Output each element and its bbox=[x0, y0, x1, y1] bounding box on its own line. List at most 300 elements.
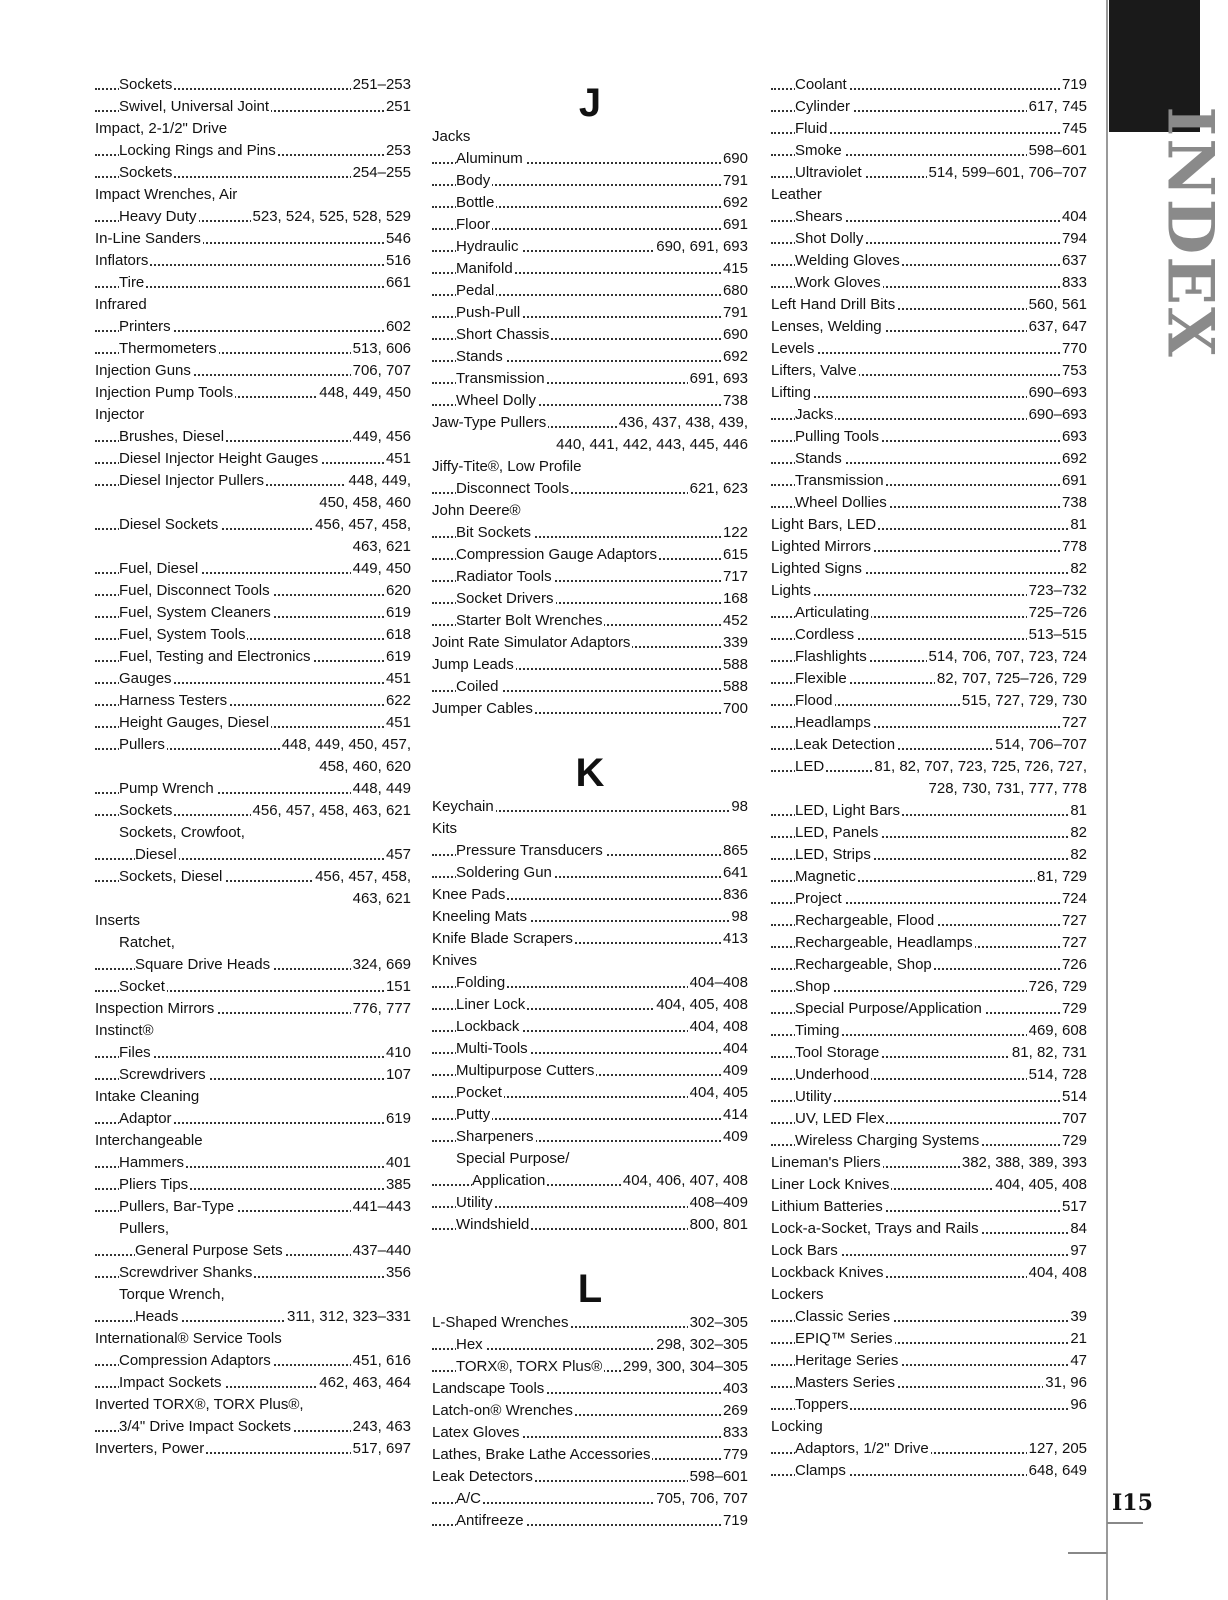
entry-pages: 588 bbox=[721, 676, 748, 698]
index-subentry bbox=[95, 932, 411, 954]
index-side-label: INDEX bbox=[1152, 106, 1228, 359]
entry-pages: 404 bbox=[1060, 206, 1087, 228]
entry-pages: 692 bbox=[721, 346, 748, 368]
entry-pages: 456, 457, 458, 463, 621 bbox=[251, 800, 411, 822]
index-subentry bbox=[95, 426, 411, 448]
index-subentry bbox=[771, 954, 1087, 976]
entry-pages: 794 bbox=[1060, 228, 1087, 250]
index-subentry bbox=[771, 426, 1087, 448]
entry-label: Latex Gloves bbox=[432, 1424, 520, 1441]
index-entry bbox=[95, 250, 411, 272]
index-subentry bbox=[771, 976, 1087, 998]
entry-label: Utility bbox=[795, 1088, 832, 1105]
index-subentry bbox=[771, 1064, 1087, 1086]
index-subentry bbox=[432, 676, 748, 698]
index-subentry bbox=[95, 1108, 411, 1130]
entry-label: Socket Drivers bbox=[456, 590, 554, 607]
entry-label: Inflators bbox=[95, 252, 149, 269]
entry-pages: 619 bbox=[384, 1108, 411, 1130]
entry-pages: 622 bbox=[384, 690, 411, 712]
index-subentry bbox=[432, 1060, 748, 1082]
entry-pages: 690 bbox=[721, 324, 748, 346]
index-subentry bbox=[771, 690, 1087, 712]
index-subentry bbox=[95, 140, 411, 162]
index-entry bbox=[771, 1240, 1087, 1262]
entry-pages: 588 bbox=[721, 654, 748, 676]
entry-pages: 98 bbox=[729, 796, 748, 818]
entry-pages: 409 bbox=[721, 1126, 748, 1148]
entry-pages: 251 bbox=[384, 96, 411, 118]
entry-pages: 401 bbox=[384, 1152, 411, 1174]
entry-label: General Purpose Sets bbox=[135, 1242, 283, 1259]
entry-label: Inverted TORX®, TORX Plus®, bbox=[95, 1396, 304, 1413]
entry-label: Pocket bbox=[456, 1084, 502, 1101]
entry-pages: 404–408 bbox=[688, 972, 748, 994]
index-subentry bbox=[771, 1306, 1087, 1328]
entry-label: Push-Pull bbox=[456, 304, 521, 321]
entry-pages: 451, 616 bbox=[351, 1350, 411, 1372]
entry-pages: 753 bbox=[1060, 360, 1087, 382]
entry-label: A/C bbox=[456, 1490, 482, 1507]
entry-label: Lock Bars bbox=[771, 1242, 838, 1259]
entry-pages: 637 bbox=[1060, 250, 1087, 272]
index-subentry bbox=[432, 1334, 748, 1356]
entry-pages: 514, 599–601, 706–707 bbox=[927, 162, 1088, 184]
index-entry bbox=[771, 1416, 1087, 1438]
index-subentry bbox=[771, 492, 1087, 514]
entry-pages: 515, 727, 729, 730 bbox=[960, 690, 1087, 712]
entry-pages: 691 bbox=[1060, 470, 1087, 492]
index-entry-continuation: 458, 460, 620 bbox=[319, 758, 411, 775]
index-subentry bbox=[95, 1174, 411, 1196]
entry-pages: 514, 706–707 bbox=[993, 734, 1087, 756]
entry-pages: 706, 707 bbox=[351, 360, 411, 382]
entry-pages: 404 bbox=[721, 1038, 748, 1060]
entry-label: Transmission bbox=[795, 472, 884, 489]
entry-label: Lenses, Welding bbox=[771, 318, 882, 335]
entry-pages: 707 bbox=[1060, 1108, 1087, 1130]
entry-label: Latch-on® Wrenches bbox=[432, 1402, 573, 1419]
entry-label: Hex bbox=[456, 1336, 483, 1353]
entry-label: Jiffy-Tite®, Low Profile bbox=[432, 458, 582, 475]
entry-label: Masters Series bbox=[795, 1374, 896, 1391]
entry-pages: 96 bbox=[1068, 1394, 1087, 1416]
index-entry bbox=[771, 1174, 1087, 1196]
entry-label: Impact, 2-1/2" Drive bbox=[95, 120, 228, 137]
entry-label: Adaptor bbox=[119, 1110, 172, 1127]
entry-pages: 404, 405 bbox=[688, 1082, 748, 1104]
index-subentry bbox=[771, 96, 1087, 118]
entry-label: Lock-a-Socket, Trays and Rails bbox=[771, 1220, 979, 1237]
section-gap bbox=[432, 720, 748, 744]
entry-label: Diesel Sockets bbox=[119, 516, 219, 533]
entry-label: Sockets bbox=[119, 76, 173, 93]
entry-label: L-Shaped Wrenches bbox=[432, 1314, 569, 1331]
entry-label: Wireless Charging Systems bbox=[795, 1132, 980, 1149]
entry-pages: 865 bbox=[721, 840, 748, 862]
entry-label: Injection Pump Tools bbox=[95, 384, 234, 401]
index-subentry bbox=[771, 1394, 1087, 1416]
entry-pages: 602 bbox=[384, 316, 411, 338]
index-subentry bbox=[771, 910, 1087, 932]
entry-label: Lithium Batteries bbox=[771, 1198, 883, 1215]
index-subentry bbox=[95, 1372, 411, 1394]
entry-label: Left Hand Drill Bits bbox=[771, 296, 896, 313]
entry-label: Lifters, Valve bbox=[771, 362, 857, 379]
index-entry bbox=[432, 906, 748, 928]
entry-label: Shot Dolly bbox=[795, 230, 864, 247]
index-entry bbox=[432, 456, 748, 478]
entry-pages: 778 bbox=[1060, 536, 1087, 558]
entry-label: Lockers bbox=[771, 1286, 824, 1303]
entry-pages: 619 bbox=[384, 602, 411, 624]
index-entry bbox=[432, 1444, 748, 1466]
entry-pages: 620 bbox=[384, 580, 411, 602]
index-subentry bbox=[432, 1192, 748, 1214]
entry-label: Underhood bbox=[795, 1066, 870, 1083]
entry-pages: 514 bbox=[1060, 1086, 1087, 1108]
index-subentry bbox=[432, 280, 748, 302]
entry-label: Jacks bbox=[795, 406, 834, 423]
index-subentry bbox=[771, 140, 1087, 162]
index-entry bbox=[771, 1262, 1087, 1284]
entry-pages: 791 bbox=[721, 170, 748, 192]
entry-label: Inspection Mirrors bbox=[95, 1000, 215, 1017]
entry-label: Kneeling Mats bbox=[432, 908, 528, 925]
entry-pages: 456, 457, 458, bbox=[313, 866, 411, 888]
index-entry-continuation: 440, 441, 442, 443, 445, 446 bbox=[556, 436, 748, 453]
entry-label: Rechargeable, Shop bbox=[795, 956, 932, 973]
entry-label: Brushes, Diesel bbox=[119, 428, 225, 445]
entry-pages: 724 bbox=[1060, 888, 1087, 910]
index-subentry bbox=[432, 390, 748, 412]
entry-label: Lockback Knives bbox=[771, 1264, 884, 1281]
entry-pages: 409 bbox=[721, 1060, 748, 1082]
index-subentry bbox=[432, 522, 748, 544]
entry-pages: 441–443 bbox=[351, 1196, 411, 1218]
entry-label: Special Purpose/Application bbox=[795, 1000, 982, 1017]
entry-label: Leak Detection bbox=[795, 736, 896, 753]
entry-pages: 413 bbox=[721, 928, 748, 950]
index-subentry bbox=[432, 1214, 748, 1236]
index-subentry bbox=[95, 1306, 411, 1328]
entry-label: Ratchet, bbox=[119, 934, 175, 951]
index-subentry bbox=[432, 1488, 748, 1510]
entry-label: Welding Gloves bbox=[795, 252, 900, 269]
entry-pages: 122 bbox=[721, 522, 748, 544]
index-subentry bbox=[771, 822, 1087, 844]
entry-label: Lifting bbox=[771, 384, 812, 401]
index-subentry bbox=[771, 756, 1087, 778]
entry-pages: 253 bbox=[384, 140, 411, 162]
index-subentry bbox=[95, 734, 411, 756]
entry-label: Adaptors, 1/2" Drive bbox=[795, 1440, 929, 1457]
index-subentry bbox=[95, 668, 411, 690]
index-subentry bbox=[95, 272, 411, 294]
entry-pages: 81, 82, 731 bbox=[1010, 1042, 1087, 1064]
entry-pages: 727 bbox=[1060, 910, 1087, 932]
page-number: I15 bbox=[1112, 1490, 1153, 1516]
entry-pages: 269 bbox=[721, 1400, 748, 1422]
index-subentry bbox=[771, 800, 1087, 822]
index-subentry bbox=[95, 316, 411, 338]
entry-label: Instinct® bbox=[95, 1022, 154, 1039]
entry-pages: 456, 457, 458, bbox=[313, 514, 411, 536]
index-entry bbox=[95, 1394, 411, 1416]
index-entry bbox=[95, 228, 411, 250]
index-subentry bbox=[95, 448, 411, 470]
entry-pages: 151 bbox=[384, 976, 411, 998]
index-subentry bbox=[771, 1350, 1087, 1372]
index-subentry bbox=[771, 118, 1087, 140]
entry-label: Headlamps bbox=[795, 714, 871, 731]
entry-label: Coiled bbox=[456, 678, 499, 695]
entry-pages: 385 bbox=[384, 1174, 411, 1196]
entry-pages: 779 bbox=[721, 1444, 748, 1466]
entry-label: Tire bbox=[119, 274, 145, 291]
entry-pages: 723–732 bbox=[1027, 580, 1087, 602]
entry-pages: 82 bbox=[1068, 558, 1087, 580]
index-subentry bbox=[95, 844, 411, 866]
index-entry bbox=[771, 514, 1087, 536]
entry-pages: 404, 405, 408 bbox=[654, 994, 748, 1016]
entry-label: Compression Adaptors bbox=[119, 1352, 271, 1369]
entry-label: Square Drive Heads bbox=[135, 956, 271, 973]
entry-label: Shop bbox=[795, 978, 831, 995]
index-subentry bbox=[771, 404, 1087, 426]
entry-pages: 691 bbox=[721, 214, 748, 236]
index-entry bbox=[432, 1422, 748, 1444]
entry-label: Smoke bbox=[795, 142, 842, 159]
index-subentry bbox=[771, 272, 1087, 294]
index-entry bbox=[95, 910, 411, 932]
index-subentry bbox=[771, 866, 1087, 888]
entry-label: Floor bbox=[456, 216, 491, 233]
entry-label: Socket bbox=[119, 978, 165, 995]
index-subentry bbox=[95, 778, 411, 800]
index-subentry bbox=[95, 162, 411, 184]
entry-label: UV, LED Flex bbox=[795, 1110, 885, 1127]
entry-pages: 648, 649 bbox=[1027, 1460, 1087, 1482]
entry-label: Compression Gauge Adaptors bbox=[456, 546, 657, 563]
index-subentry bbox=[771, 250, 1087, 272]
entry-pages: 243, 463 bbox=[351, 1416, 411, 1438]
entry-label: Infrared bbox=[95, 296, 147, 313]
index-subentry bbox=[95, 470, 411, 492]
entry-pages: 727 bbox=[1060, 712, 1087, 734]
entry-pages: 82 bbox=[1068, 822, 1087, 844]
entry-label: Pedal bbox=[456, 282, 495, 299]
entry-pages: 127, 205 bbox=[1027, 1438, 1087, 1460]
entry-label: Wheel Dolly bbox=[456, 392, 537, 409]
entry-label: Lighted Signs bbox=[771, 560, 862, 577]
entry-label: Inverters, Power bbox=[95, 1440, 205, 1457]
entry-pages: 560, 561 bbox=[1027, 294, 1087, 316]
entry-pages: 700 bbox=[721, 698, 748, 720]
entry-label: Application bbox=[472, 1172, 546, 1189]
entry-pages: 680 bbox=[721, 280, 748, 302]
entry-pages: 615 bbox=[721, 544, 748, 566]
index-entry bbox=[432, 796, 748, 818]
entry-label: Leather bbox=[771, 186, 822, 203]
entry-label: Fuel, System Tools bbox=[119, 626, 246, 643]
entry-pages: 513–515 bbox=[1027, 624, 1087, 646]
entry-pages: 448, 449 bbox=[351, 778, 411, 800]
index-entry bbox=[432, 884, 748, 906]
entry-label: Knee Pads bbox=[432, 886, 506, 903]
entry-pages: 451 bbox=[384, 448, 411, 470]
entry-label: Heritage Series bbox=[795, 1352, 899, 1369]
index-subentry bbox=[432, 610, 748, 632]
entry-pages: 404, 408 bbox=[1027, 1262, 1087, 1284]
entry-label: Diesel Injector Height Gauges bbox=[119, 450, 319, 467]
entry-pages: 618 bbox=[384, 624, 411, 646]
index-subentry bbox=[771, 1042, 1087, 1064]
entry-pages: 403 bbox=[721, 1378, 748, 1400]
index-entry bbox=[432, 1466, 748, 1488]
entry-pages: 452 bbox=[721, 610, 748, 632]
index-entry bbox=[432, 1378, 748, 1400]
entry-label: Knife Blade Scrapers bbox=[432, 930, 573, 947]
index-subentry bbox=[432, 1126, 748, 1148]
entry-pages: 462, 463, 464 bbox=[317, 1372, 411, 1394]
entry-label: John Deere® bbox=[432, 502, 521, 519]
entry-label: LED, Panels bbox=[795, 824, 879, 841]
entry-pages: 705, 706, 707 bbox=[654, 1488, 748, 1510]
entry-pages: 84 bbox=[1068, 1218, 1087, 1240]
entry-pages: 436, 437, 438, 439, bbox=[617, 412, 748, 434]
entry-label: International® Service Tools bbox=[95, 1330, 282, 1347]
entry-pages: 451 bbox=[384, 668, 411, 690]
index-subentry bbox=[432, 566, 748, 588]
index-subentry bbox=[771, 1372, 1087, 1394]
index-entry-continuation: 450, 458, 460 bbox=[319, 494, 411, 511]
entry-pages: 356 bbox=[384, 1262, 411, 1284]
index-subentry bbox=[771, 602, 1087, 624]
entry-label: Classic Series bbox=[795, 1308, 891, 1325]
entry-label: Screwdrivers bbox=[119, 1066, 206, 1083]
entry-label: Kits bbox=[432, 820, 458, 837]
entry-label: Fuel, Testing and Electronics bbox=[119, 648, 311, 665]
entry-label: Pulling Tools bbox=[795, 428, 879, 445]
index-entry bbox=[771, 1284, 1087, 1306]
section-letter: K bbox=[575, 751, 605, 795]
index-subentry bbox=[432, 192, 748, 214]
entry-label: Flexible bbox=[795, 670, 847, 687]
index-subentry bbox=[95, 1064, 411, 1086]
entry-label: Tool Storage bbox=[795, 1044, 880, 1061]
entry-label: Jacks bbox=[432, 128, 471, 145]
entry-label: Sockets bbox=[119, 802, 173, 819]
entry-pages: 517 bbox=[1060, 1196, 1087, 1218]
index-subentry bbox=[432, 544, 748, 566]
entry-label: Locking Rings and Pins bbox=[119, 142, 276, 159]
entry-pages: 97 bbox=[1068, 1240, 1087, 1262]
entry-pages: 726 bbox=[1060, 954, 1087, 976]
entry-label: Flood bbox=[795, 692, 833, 709]
entry-label: Diesel Injector Pullers bbox=[119, 472, 265, 489]
entry-label: Swivel, Universal Joint bbox=[119, 98, 270, 115]
entry-label: Special Purpose/ bbox=[456, 1150, 570, 1167]
index-subentry bbox=[95, 1416, 411, 1438]
index-subentry bbox=[771, 448, 1087, 470]
index-subentry bbox=[95, 558, 411, 580]
entry-pages: 311, 312, 323–331 bbox=[285, 1306, 411, 1328]
entry-pages: 717 bbox=[721, 566, 748, 588]
index-subentry bbox=[432, 972, 748, 994]
entry-label: Cylinder bbox=[795, 98, 851, 115]
entry-label: Files bbox=[119, 1044, 151, 1061]
entry-label: Work Gloves bbox=[795, 274, 881, 291]
entry-label: Jump Leads bbox=[432, 656, 514, 673]
entry-label: Sharpeners bbox=[456, 1128, 534, 1145]
entry-label: Thermometers bbox=[119, 340, 217, 357]
index-subentry bbox=[95, 1284, 411, 1306]
index-subentry bbox=[771, 646, 1087, 668]
entry-label: Ultraviolet bbox=[795, 164, 862, 181]
entry-pages: 254–255 bbox=[351, 162, 411, 184]
entry-pages: 168 bbox=[721, 588, 748, 610]
entry-pages: 81 bbox=[1068, 800, 1087, 822]
entry-pages: 251–253 bbox=[351, 74, 411, 96]
entry-label: Impact Sockets bbox=[119, 1374, 222, 1391]
entry-pages: 725–726 bbox=[1027, 602, 1087, 624]
index-entry bbox=[95, 1328, 411, 1350]
entry-label: Hydraulic bbox=[456, 238, 519, 255]
entry-pages: 546 bbox=[384, 228, 411, 250]
index-entry bbox=[771, 580, 1087, 602]
entry-label: Wheel Dollies bbox=[795, 494, 887, 511]
entry-pages: 800, 801 bbox=[688, 1214, 748, 1236]
index-subentry bbox=[432, 214, 748, 236]
index-subentry bbox=[432, 1016, 748, 1038]
entry-label: Putty bbox=[456, 1106, 491, 1123]
entry-label: Lathes, Brake Lathe Accessories bbox=[432, 1446, 651, 1463]
entry-pages: 404, 406, 407, 408 bbox=[621, 1170, 748, 1192]
entry-pages: 692 bbox=[721, 192, 748, 214]
index-subentry bbox=[771, 888, 1087, 910]
entry-pages: 693 bbox=[1060, 426, 1087, 448]
index-subentry bbox=[432, 478, 748, 500]
entry-pages: 729 bbox=[1060, 998, 1087, 1020]
index-subentry bbox=[432, 1148, 748, 1170]
entry-pages: 81, 82, 707, 723, 725, 726, 727, bbox=[872, 756, 1087, 778]
index-entry bbox=[432, 1312, 748, 1334]
entry-label: Project bbox=[795, 890, 842, 907]
entry-pages: 514, 728 bbox=[1027, 1064, 1087, 1086]
entry-label: Lineman's Pliers bbox=[771, 1154, 881, 1171]
entry-pages: 513, 606 bbox=[351, 338, 411, 360]
index-subentry bbox=[432, 1510, 748, 1532]
index-subentry bbox=[95, 646, 411, 668]
entry-label: Interchangeable bbox=[95, 1132, 203, 1149]
entry-label: Hammers bbox=[119, 1154, 185, 1171]
entry-pages: 98 bbox=[729, 906, 748, 928]
entry-label: Soldering Gun bbox=[456, 864, 552, 881]
entry-label: Diesel bbox=[135, 846, 177, 863]
entry-label: Intake Cleaning bbox=[95, 1088, 200, 1105]
entry-label: Bottle bbox=[456, 194, 495, 211]
index-subentry bbox=[95, 976, 411, 998]
index-subentry bbox=[771, 844, 1087, 866]
index-subentry bbox=[432, 840, 748, 862]
index-subentry bbox=[95, 1196, 411, 1218]
index-entry bbox=[95, 1130, 411, 1152]
entry-label: Knives bbox=[432, 952, 478, 969]
entry-pages: 598–601 bbox=[688, 1466, 748, 1488]
entry-pages: 514, 706, 707, 723, 724 bbox=[927, 646, 1087, 668]
index-entry bbox=[432, 500, 748, 522]
